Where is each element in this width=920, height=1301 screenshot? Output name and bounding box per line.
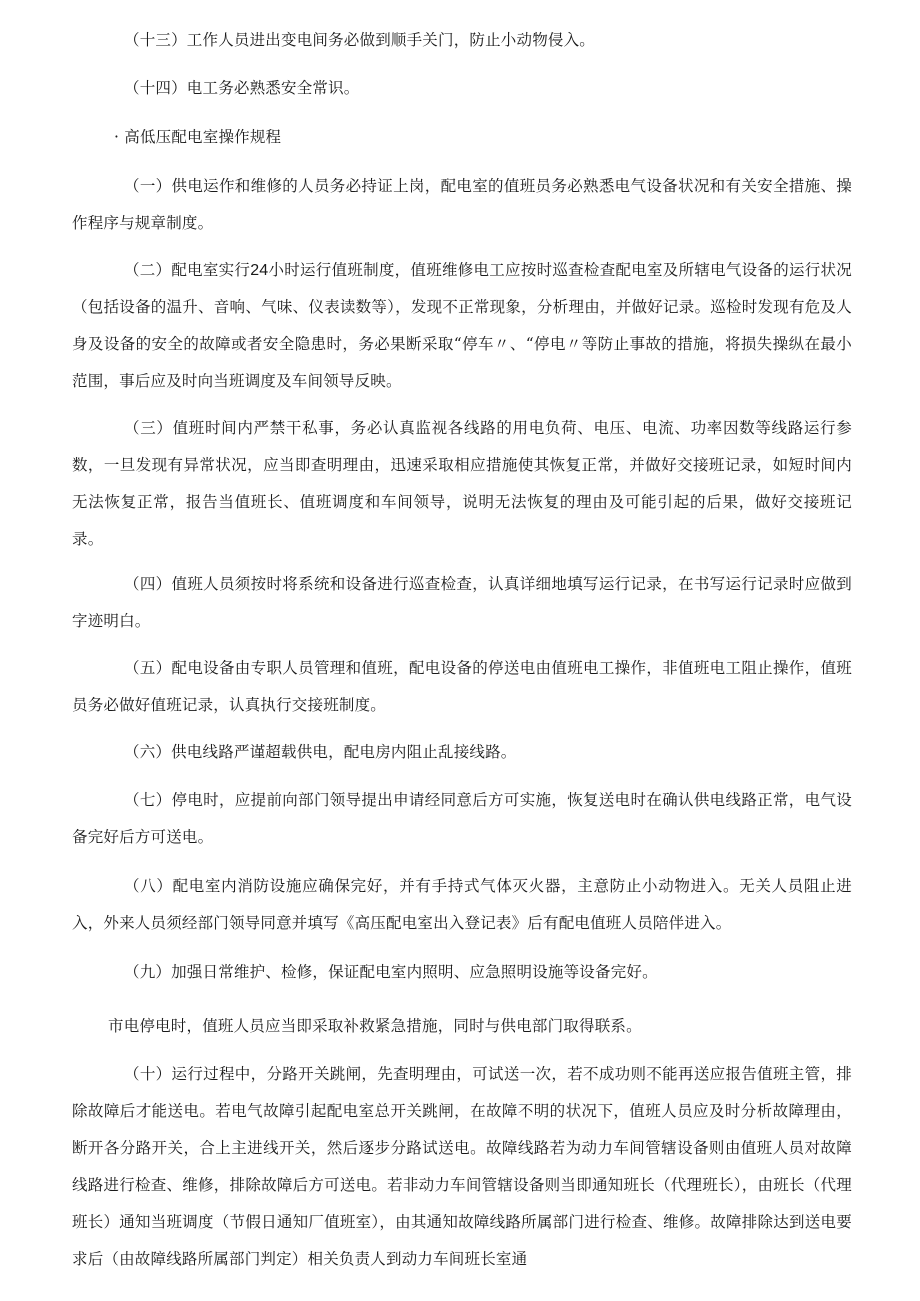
paragraph-regulation-1: （一）供电运作和维修的人员务必持证上岗，配电室的值班员务必熟悉电气设备状况和有关安全措施、操作程序与规章制度。 — [72, 177, 852, 232]
paragraph-rule-14: （十四）电工务必熟悉安全常识。 — [124, 79, 360, 97]
paragraph-regulation-6: （六）供电线路严谨超载供电，配电房内阻止乱接线路。 — [124, 743, 517, 761]
regulation-2-lead: （二）配电室实行 — [124, 261, 251, 279]
paragraph-regulation-8: （八）配电室内消防设施应确保完好，并有手持式气体灭火器，主意防止小动物进入。无关人员阻止进入，外来人员须经部门领导同意并填写《高压配电室出入登记表》后有配电值班人员陪伴进入。 — [72, 877, 852, 932]
regulation-2-body: 小时运行值班制度，值班维修电工应按时巡查检查配电室及所辖电气设备的运行状况（包括设备的温升、音响、气味、仪表读数等），发现不正常现象，分析理由，并做好记录。巡检时发现有危及人身及设备的安全的故障或者安全隐患时，务必果断采取“停车〃、“停电〃等防止事故的措施，将损失操纵在最小范围，事后应及时向当班调度及车间领导反映。 — [72, 261, 852, 390]
paragraph-regulation-2 — [72, 252, 852, 400]
section-heading: · 高低压配电室操作规程 — [114, 128, 282, 146]
paragraph-regulation-10: （十）运行过程中，分路开关跳闸，先查明理由，可试送一次，若不成功则不能再送应报告值班主管，排除故障后才能送电。若电气故障引起配电室总开关跳闸，在故障不明的状况下，值班人员应及时分析故障理由，断开各分路开关，合上主进线开关，然后逐步分路试送电。故障线路若为动力车间管辖设备则由值班人员对故障线路进行检查、维修，排除故障后方可送电。若非动力车间管辖设备则当即通知班长（代理班长），由班长（代理班长）通知当班调度（节假日通知厂值班室），由其通知故障线路所属部门进行检查、维修。故障排除达到送电要求后（由故障线路所属部门判定）相关负责人到动力车间班长室通 — [72, 1065, 852, 1268]
paragraph-rule-13: （十三）工作人员进出变电间务必做到顺手关门，防止小动物侵入。 — [124, 31, 596, 49]
paragraph-regulation-5: （五）配电设备由专职人员管理和值班，配电设备的停送电由值班电工操作，非值班电工阻止操作，值班员务必做好值班记录，认真执行交接班制度。 — [72, 659, 852, 714]
paragraph-power-outage: 市电停电时，值班人员应当即采取补救紧急措施，同时与供电部门取得联系。 — [108, 1017, 642, 1035]
paragraph-regulation-3: （三）值班时间内严禁干私事，务必认真监视各线路的用电负荷、电压、电流、功率因数等线路运行参数，一旦发现有异常状况，应当即查明理由，迅速采取相应措施使其恢复正常，并做好交接班记录，如短时间内无法恢复正常，报告当值班长、值班调度和车间领导，说明无法恢复的理由及可能引起的后果，做好交接班记录。 — [72, 419, 852, 548]
regulation-2-hours: 24 — [250, 262, 269, 279]
paragraph-regulation-4: （四）值班人员须按时将系统和设备进行巡查检查，认真详细地填写运行记录，在书写运行记录时应做到字迹明白。 — [72, 575, 852, 630]
paragraph-regulation-7: （七）停电时，应提前向部门领导提出申请经同意后方可实施，恢复送电时在确认供电线路正常，电气设备完好后方可送电。 — [72, 791, 852, 846]
paragraph-regulation-9: （九）加强日常维护、检修，保证配电室内照明、应急照明设施等设备完好。 — [124, 963, 658, 981]
